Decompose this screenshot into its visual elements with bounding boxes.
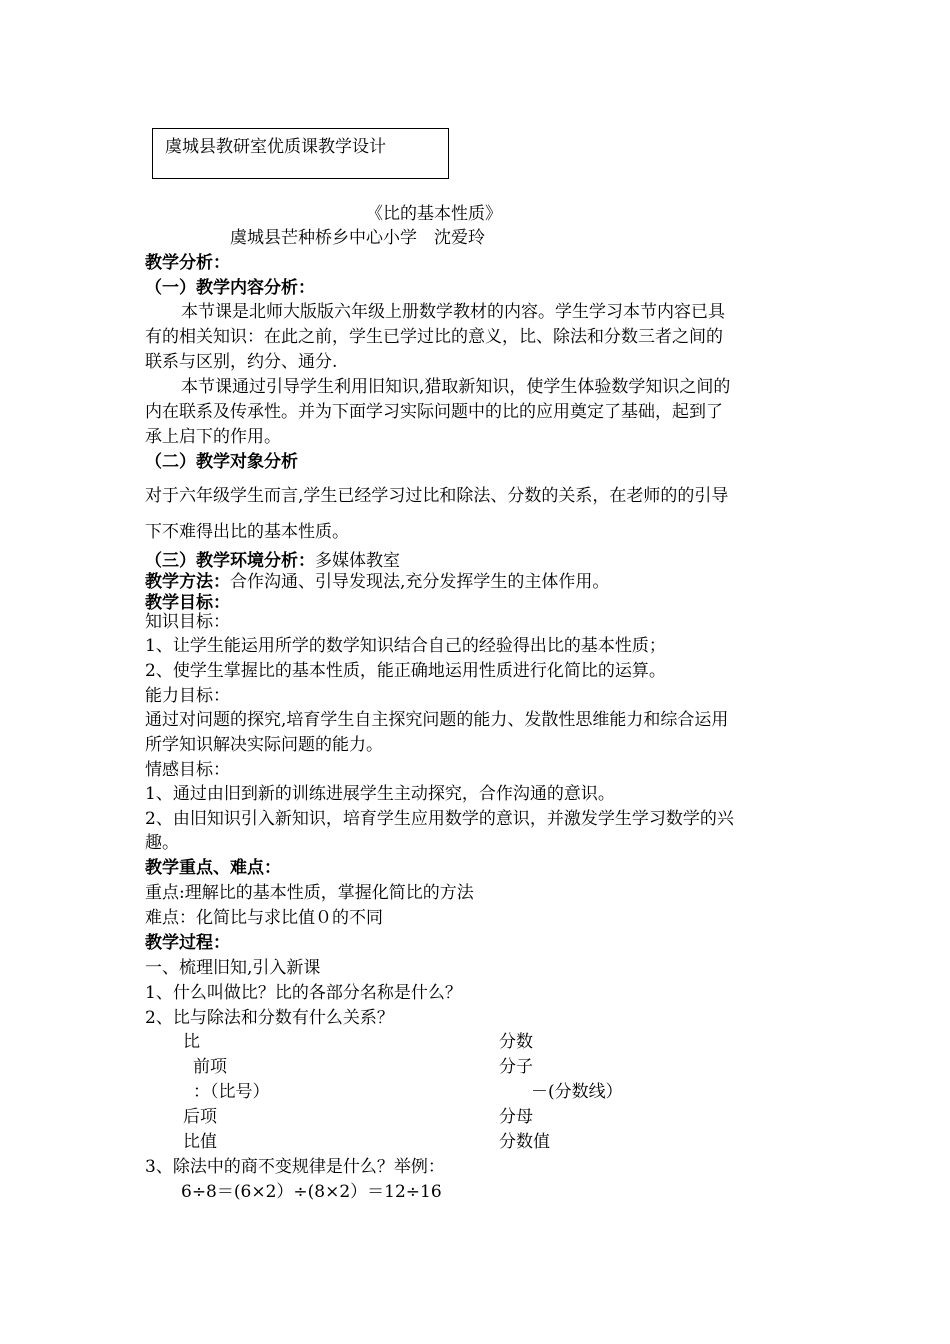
doc-title: 《比的基本性质》 <box>366 204 502 224</box>
para-3-line-2: 下不难得出比的基本性质。 <box>145 522 349 542</box>
header-box <box>152 128 449 179</box>
knowledge-goal-2: 2、使学生掌握比的基本性质，能正确地运用性质进行化简比的运算。 <box>145 661 666 681</box>
table-right-1: 分子 <box>499 1057 533 1077</box>
table-left-4: 比值 <box>183 1132 217 1152</box>
table-left-1: 前项 <box>193 1057 227 1077</box>
table-right-3: 分母 <box>499 1107 533 1127</box>
heading-analysis: 教学分析： <box>145 253 230 273</box>
table-left-0: 比 <box>183 1032 200 1052</box>
para-1-line-1: 本节课是北师大版版六年级上册数学教材的内容。学生学习本节内容已具 <box>181 302 725 322</box>
heading-env: （三）教学环境分析： <box>145 551 315 571</box>
para-1-line-3: 联系与区别，约分、通分. <box>145 352 338 372</box>
heading-key-points: 教学重点、难点： <box>145 858 281 878</box>
knowledge-goal-label: 知识目标： <box>145 612 230 632</box>
emotion-goal-2-line-2: 趣。 <box>145 833 179 853</box>
table-right-4: 分数值 <box>499 1132 550 1152</box>
ability-goal-line-2: 所学知识解决实际问题的能力。 <box>145 735 383 755</box>
heading-goal: 教学目标： <box>145 593 230 613</box>
para-2-line-3: 承上启下的作用。 <box>145 427 281 447</box>
para-2-line-2: 内在联系及传承性。并为下面学习实际问题中的比的应用奠定了基础，起到了 <box>145 402 723 422</box>
doc-author: 虞城县芒种桥乡中心小学 沈爱玲 <box>230 228 485 248</box>
emotion-goal-label: 情感目标： <box>145 760 230 780</box>
process-example: 6÷8＝(6×2）÷(8×2）＝12÷16 <box>181 1182 442 1202</box>
key-point: 重点:理解比的基本性质，掌握化简比的方法 <box>145 883 474 903</box>
ability-goal-label: 能力目标： <box>145 686 230 706</box>
table-left-2: ：（比号） <box>193 1082 270 1102</box>
para-3-line-1: 对于六年级学生而言,学生已经学习过比和除法、分数的关系，在老师的的引导 <box>145 486 729 506</box>
ability-goal-line-1: 通过对问题的探究,培育学生自主探究问题的能力、发散性思维能力和综合运用 <box>145 710 729 730</box>
heading-method: 教学方法： <box>145 572 230 592</box>
process-question-3: 3、除法中的商不变规律是什么？举例： <box>145 1157 445 1177</box>
process-question-2: 2、比与除法和分数有什么关系？ <box>145 1008 394 1028</box>
process-step-1: 一、梳理旧知,引入新课 <box>145 958 321 978</box>
process-question-1: 1、什么叫做比？比的各部分名称是什么？ <box>145 983 462 1003</box>
emotion-goal-2-line-1: 2、由旧知识引入新知识，培育学生应用数学的意识，并激发学生学习数学的兴 <box>145 809 734 829</box>
heading-object: （二）教学对象分析 <box>145 452 298 472</box>
para-2-line-1: 本节课通过引导学生利用旧知识,猎取新知识，使学生体验数学知识之间的 <box>181 377 731 397</box>
table-left-3: 后项 <box>183 1107 217 1127</box>
heading-process: 教学过程： <box>145 933 230 953</box>
table-right-2: －(分数线） <box>531 1082 623 1102</box>
env-value: 多媒体教室 <box>315 551 400 571</box>
difficult-point: 难点：化简比与求比值０的不同 <box>145 908 383 928</box>
header-box-text: 虞城县教研室优质课教学设计 <box>165 137 386 157</box>
para-1-line-2: 有的相关知识：在此之前，学生已学过比的意义，比、除法和分数三者之间的 <box>145 327 723 347</box>
heading-content: （一）教学内容分析： <box>145 278 315 298</box>
knowledge-goal-1: 1、让学生能运用所学的数学知识结合自己的经验得出比的基本性质； <box>145 636 666 656</box>
table-right-0: 分数 <box>499 1032 533 1052</box>
method-value: 合作沟通、引导发现法,充分发挥学生的主体作用。 <box>230 572 610 592</box>
emotion-goal-1: 1、通过由旧到新的训练进展学生主动探究，合作沟通的意识。 <box>145 784 615 804</box>
